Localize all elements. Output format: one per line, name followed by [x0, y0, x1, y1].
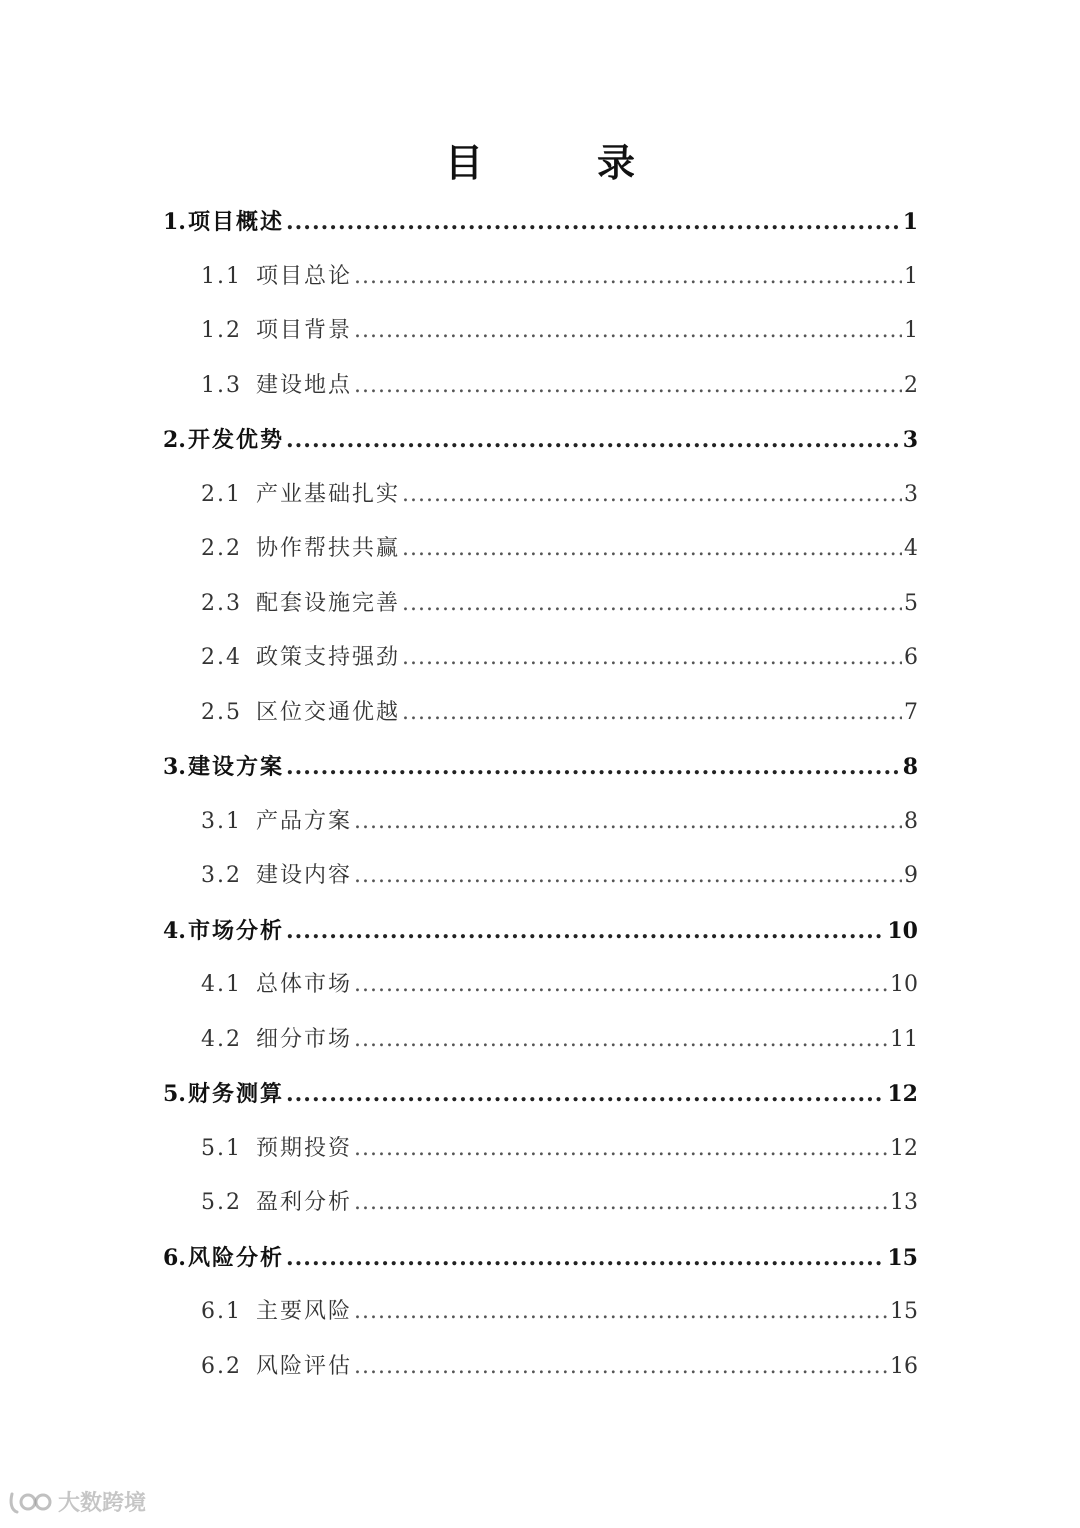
toc-entry-title: 盈利分析: [256, 1190, 353, 1215]
toc-entry-number: 6.1: [201, 1299, 242, 1324]
toc-entry-number: 2.1: [201, 481, 242, 507]
watermark-text: 大数跨境: [58, 1491, 147, 1516]
toc-page-number: 12: [887, 1081, 918, 1107]
toc-section-entry[interactable]: [163, 522, 918, 577]
toc-entry-title: 产品方案: [256, 808, 353, 834]
toc-dot-leader: [354, 304, 902, 359]
toc-page-number: 13: [890, 1190, 918, 1215]
toc-dot-leader: [402, 577, 902, 632]
toc-entry-number: 3.: [163, 754, 186, 780]
toc-entry-number: 2.: [163, 427, 186, 453]
toc-chapter-entry[interactable]: [163, 1067, 918, 1122]
toc-entry-title: 总体市场: [256, 972, 353, 997]
toc-entry-title: 项目背景: [256, 318, 353, 343]
toc-section-entry[interactable]: [163, 577, 918, 632]
page-title: 目 录: [444, 140, 673, 185]
toc-page-number: 1: [904, 318, 918, 343]
toc-section-entry[interactable]: [163, 304, 918, 359]
toc-page-number: 1: [904, 263, 918, 289]
toc-entry-title: 项目概述: [187, 209, 284, 235]
toc-section-entry[interactable]: [163, 1176, 918, 1231]
watermark: [8, 1486, 146, 1517]
toc-entry-number: 2.2: [201, 536, 242, 561]
toc-chapter-entry[interactable]: [163, 413, 918, 468]
toc-entry-number: 4.: [163, 917, 186, 944]
toc-chapter-entry[interactable]: [163, 195, 918, 250]
toc-dot-leader: [286, 904, 885, 959]
toc-entry-number: 1.: [163, 209, 186, 235]
toc-entry-number: 4.1: [201, 972, 242, 997]
toc-section-entry[interactable]: [163, 1340, 918, 1395]
toc-dot-leader: [402, 468, 902, 523]
toc-entry-number: 4.2: [201, 1026, 242, 1052]
toc-section-entry[interactable]: [163, 1122, 918, 1177]
toc-page-number: 8: [904, 808, 918, 834]
toc-page-number: 11: [890, 1026, 918, 1052]
toc-dot-leader: [354, 1285, 888, 1340]
toc-page-number: 16: [890, 1353, 918, 1379]
toc-entry-number: 3.1: [201, 808, 242, 834]
toc-page-number: 1: [902, 209, 918, 235]
toc-entry-title: 风险评估: [256, 1353, 353, 1379]
toc-section-entry[interactable]: [163, 686, 918, 741]
toc-page-number: 6: [904, 645, 918, 670]
toc-entry-number: 1.1: [201, 263, 242, 289]
toc-dot-leader: [354, 1340, 888, 1395]
toc-entry-title: 政策支持强劲: [256, 645, 401, 670]
toc-entry-title: 财务测算: [187, 1081, 284, 1107]
toc-entry-title: 建设内容: [256, 863, 353, 888]
toc-page-number: 8: [902, 754, 918, 780]
toc-chapter-entry[interactable]: [163, 740, 918, 795]
toc-dot-leader: [402, 522, 902, 577]
toc-page-number: 7: [904, 699, 918, 725]
toc-entry-number: 2.4: [201, 645, 242, 670]
toc-section-entry[interactable]: [163, 250, 918, 305]
toc-dot-leader: [354, 250, 902, 305]
toc-page-number: 15: [890, 1299, 918, 1324]
toc-entry-number: 1.2: [201, 318, 242, 343]
toc-section-entry[interactable]: [163, 1013, 918, 1068]
toc-dot-leader: [354, 1122, 888, 1177]
toc-dot-leader: [402, 686, 902, 741]
toc-chapter-entry[interactable]: [163, 1231, 918, 1286]
toc-entry-number: 6.2: [201, 1353, 242, 1379]
toc-entry-number: 5.2: [201, 1190, 242, 1215]
toc-entry-title: 主要风险: [256, 1299, 353, 1324]
brand-logo-icon: [8, 1488, 54, 1516]
toc-dot-leader: [354, 1013, 888, 1068]
toc-entry-title: 产业基础扎实: [256, 481, 401, 507]
toc-section-entry[interactable]: [163, 468, 918, 523]
toc-section-entry[interactable]: [163, 1285, 918, 1340]
toc-entry-title: 预期投资: [256, 1135, 353, 1161]
toc-dot-leader: [402, 631, 902, 686]
toc-chapter-entry[interactable]: [163, 904, 918, 959]
toc-dot-leader: [286, 195, 901, 250]
toc-page-number: 2: [904, 372, 918, 398]
toc-section-entry[interactable]: [163, 359, 918, 414]
toc-entry-number: 2.3: [201, 590, 242, 616]
toc-page-number: 3: [902, 427, 918, 453]
toc-page-number: 15: [887, 1244, 918, 1271]
toc-entry-number: 1.3: [201, 372, 242, 398]
toc-page-number: 5: [904, 590, 918, 616]
toc-entry-number: 3.2: [201, 863, 242, 888]
toc-entry-title: 风险分析: [187, 1244, 284, 1271]
toc-entry-title: 市场分析: [187, 917, 284, 944]
toc-entry-title: 区位交通优越: [256, 699, 401, 725]
toc-section-entry[interactable]: [163, 958, 918, 1013]
toc-entry-title: 开发优势: [187, 427, 284, 453]
toc-section-entry[interactable]: [163, 795, 918, 850]
toc-dot-leader: [286, 413, 901, 468]
toc-dot-leader: [354, 849, 902, 904]
toc-entry-number: 2.5: [201, 699, 242, 725]
toc-entry-number: 5.: [163, 1081, 186, 1107]
toc-entry-title: 建设地点: [256, 372, 353, 398]
toc-entry-number: 6.: [163, 1244, 186, 1271]
toc-dot-leader: [354, 958, 888, 1013]
toc-dot-leader: [354, 359, 902, 414]
toc-dot-leader: [286, 1067, 885, 1122]
toc-page-number: 9: [904, 863, 918, 888]
toc-page-number: 10: [890, 972, 918, 997]
toc-dot-leader: [354, 795, 902, 850]
toc-page-number: 3: [904, 481, 918, 507]
toc-entry-title: 细分市场: [256, 1026, 353, 1052]
toc-entry-title: 协作帮扶共赢: [256, 536, 401, 561]
toc-dot-leader: [286, 1231, 885, 1286]
toc-dot-leader: [354, 1176, 888, 1231]
toc-entry-title: 项目总论: [256, 263, 353, 289]
toc-dot-leader: [286, 740, 901, 795]
toc-entry-title: 配套设施完善: [256, 590, 401, 616]
toc-entry-title: 建设方案: [187, 754, 284, 780]
table-of-contents: [163, 195, 918, 1394]
toc-entry-number: 5.1: [201, 1135, 242, 1161]
toc-section-entry[interactable]: [163, 631, 918, 686]
toc-section-entry[interactable]: [163, 849, 918, 904]
toc-page-number: 10: [887, 917, 918, 944]
toc-page-number: 4: [904, 536, 918, 561]
toc-page-number: 12: [890, 1135, 918, 1161]
